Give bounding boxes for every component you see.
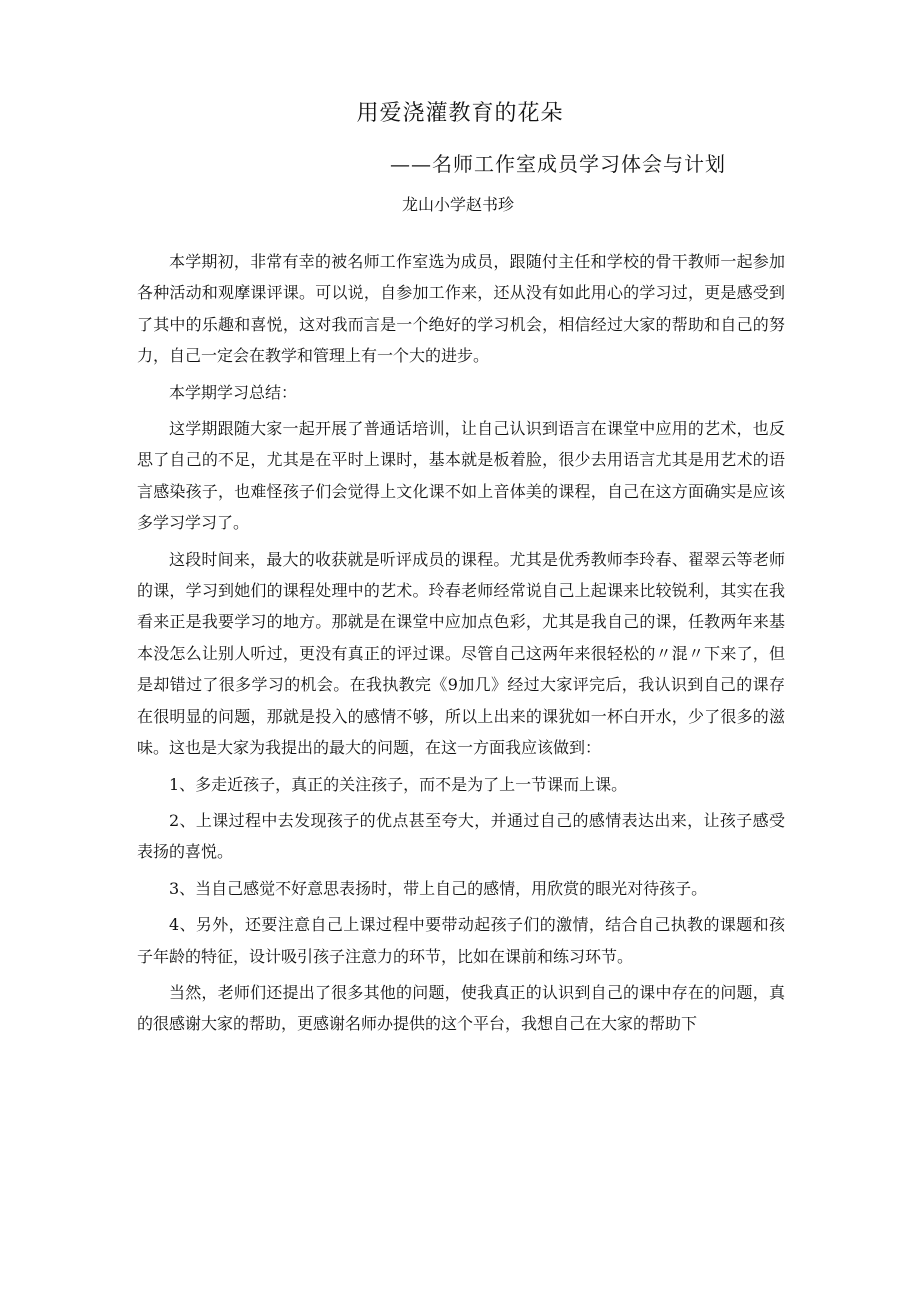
list-item-1: 1、多走近孩子，真正的关注孩子，而不是为了上一节课而上课。 — [169, 774, 628, 794]
document-title: 用爱浇灌教育的花朵 — [356, 101, 564, 126]
list-item-2: 2、上课过程中去发现孩子的优点甚至夸大，并通过自己的感情表达出来，让孩子感受表扬的喜悦。 — [137, 810, 785, 862]
paragraph-putonghua-training: 这学期跟随大家一起开展了普通话培训，让自己认识到语言在课堂中应用的艺术，也反思了自己的不足，尤其是在平时上课时，基本就是板着脸，很少去用语言尤其是用艺术的语言感染孩子，也难怪孩子们会觉得上文化课不如上音体美的课程，自己在这方面确实是应该多学习学习了。 — [137, 419, 785, 533]
paragraph-intro: 本学期初，非常有幸的被名师工作室选为成员，跟随付主任和学校的骨干教师一起参加各种活动和观摩课评课。可以说，自参加工作来，还从没有如此用心的学习过，更是感受到了其中的乐趣和喜悦，这对我而言是一个绝好的学习机会，相信经过大家的帮助和自己的努力，自己一定会在教学和管理上有一个大的进步。 — [137, 252, 785, 366]
document-body — [137, 246, 785, 1040]
paragraph-closing: 当然，老师们还提出了很多其他的问题，使我真正的认识到自己的课中存在的问题，真的很感谢大家的帮助，更感谢名师办提供的这个平台，我想自己在大家的帮助下 — [137, 982, 785, 1034]
document-author: 龙山小学赵书珍 — [402, 195, 515, 214]
paragraph-lesson-review: 这段时间来，最大的收获就是听评成员的课程。尤其是优秀教师李玲春、翟翠云等老师的课，学习到她们的课程处理中的艺术。玲春老师经常说自己上起课来比较锐利，其实在我看来正是我要学习的地方。那就是在课堂中应加点色彩，尤其是我自己的课，任教两年来基本没怎么让别人听过，更没有真正的评过课。尽管自己这两年来很轻松的〃混〃下来了，但是却错过了很多学习的机会。在我执教完《9加几》经过大家评完后，我认识到自己的课存在很明显的问题，那就是投入的感情不够，所以上出来的课犹如一杯白开水，少了很多的滋味。这也是大家为我提出的最大的问题，在这一方面我应该做到： — [137, 549, 785, 758]
document-subtitle: ——名师工作室成员学习体会与计划 — [390, 152, 726, 176]
list-item-4: 4、另外，还要注意自己上课过程中要带动起孩子们的激情，结合自己执教的课题和孩子年龄的特征，设计吸引孩子注意力的环节，比如在课前和练习环节。 — [137, 915, 785, 966]
paragraph-summary-heading: 本学期学习总结： — [169, 382, 298, 402]
list-item-3: 3、当自己感觉不好意思表扬时，带上自己的感情，用欣赏的眼光对待孩子。 — [169, 878, 708, 898]
